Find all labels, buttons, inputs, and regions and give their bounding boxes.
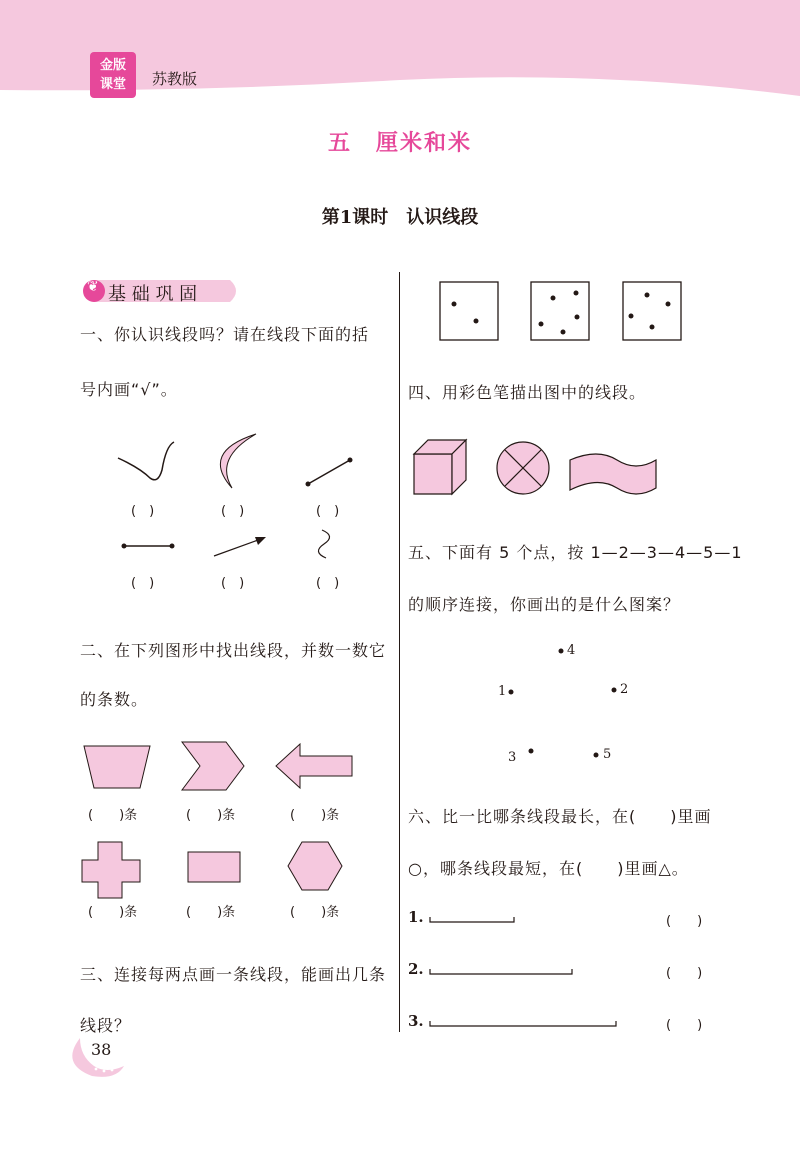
q6-answer-2[interactable]: ( ) bbox=[666, 966, 703, 981]
q5-label-3: 3 bbox=[508, 750, 517, 765]
q2-count-1[interactable]: ( )条 bbox=[88, 808, 138, 823]
q1-answer-1[interactable]: ( ) bbox=[131, 504, 155, 519]
q6-segment-1 bbox=[430, 917, 514, 922]
q1-answer-4[interactable]: ( ) bbox=[131, 576, 155, 591]
logo-line-1: 金版 bbox=[99, 58, 126, 73]
q5-label-4: 4 bbox=[567, 643, 576, 658]
logo-line-2: 课堂 bbox=[99, 77, 126, 92]
leaf-icon: ❦ bbox=[87, 279, 99, 295]
q5-label-5: 5 bbox=[603, 747, 612, 762]
q1-text-line1: 一、你认识线段吗？请在线段下面的括 bbox=[80, 325, 370, 344]
q2-count-6[interactable]: ( )条 bbox=[290, 905, 340, 920]
page-number: 38 bbox=[91, 1040, 112, 1059]
q4-text-line1: 四、用彩色笔描出图中的线段。 bbox=[408, 383, 647, 402]
q5-text-line1: 五、下面有 5 个点，按 1—2—3—4—5—1 bbox=[408, 543, 743, 562]
edition-label: 苏教版 bbox=[152, 70, 198, 88]
q5-label-2: 2 bbox=[620, 682, 629, 697]
q2-count-4[interactable]: ( )条 bbox=[88, 905, 138, 920]
q6-item-3-label: 3. bbox=[408, 1012, 424, 1030]
q1-answer-3[interactable]: ( ) bbox=[316, 504, 340, 519]
q1-text-line2: 号内画“√”。 bbox=[80, 380, 178, 399]
q6-segment-3 bbox=[430, 1021, 616, 1026]
q2-count-2[interactable]: ( )条 bbox=[186, 808, 236, 823]
q1-answer-5[interactable]: ( ) bbox=[221, 576, 245, 591]
q1-answer-6[interactable]: ( ) bbox=[316, 576, 340, 591]
q2-count-3[interactable]: ( )条 bbox=[290, 808, 340, 823]
q3-text-line2: 线段？ bbox=[80, 1016, 132, 1035]
section-tag: 基 础 巩 固 bbox=[108, 284, 198, 305]
q6-text-line2: ○，哪条线段最短，在( )里画△。 bbox=[408, 859, 689, 878]
lesson-title: 第1课时 认识线段 bbox=[321, 207, 479, 228]
q6-answer-3[interactable]: ( ) bbox=[666, 1018, 703, 1033]
q2-count-5[interactable]: ( )条 bbox=[186, 905, 236, 920]
q6-item-1-label: 1. bbox=[408, 908, 424, 926]
unit-title: 五 厘米和米 bbox=[327, 130, 472, 156]
q6-segment-2 bbox=[430, 969, 572, 974]
q5-label-1: 1 bbox=[498, 684, 507, 699]
q3-text-line1: 三、连接每两点画一条线段，能画出几条 bbox=[80, 965, 387, 984]
q6-item-2-label: 2. bbox=[408, 960, 424, 978]
q6-text-line1: 六、比一比哪条线段最长，在( )里画 bbox=[408, 807, 712, 826]
q2-text-line1: 二、在下列图形中找出线段，并数一数它 bbox=[80, 641, 387, 660]
q6-answer-1[interactable]: ( ) bbox=[666, 914, 703, 929]
q2-text-line2: 的条数。 bbox=[80, 690, 149, 709]
q5-text-line2: 的顺序连接，你画出的是什么图案？ bbox=[408, 595, 681, 614]
q1-answer-2[interactable]: ( ) bbox=[221, 504, 245, 519]
